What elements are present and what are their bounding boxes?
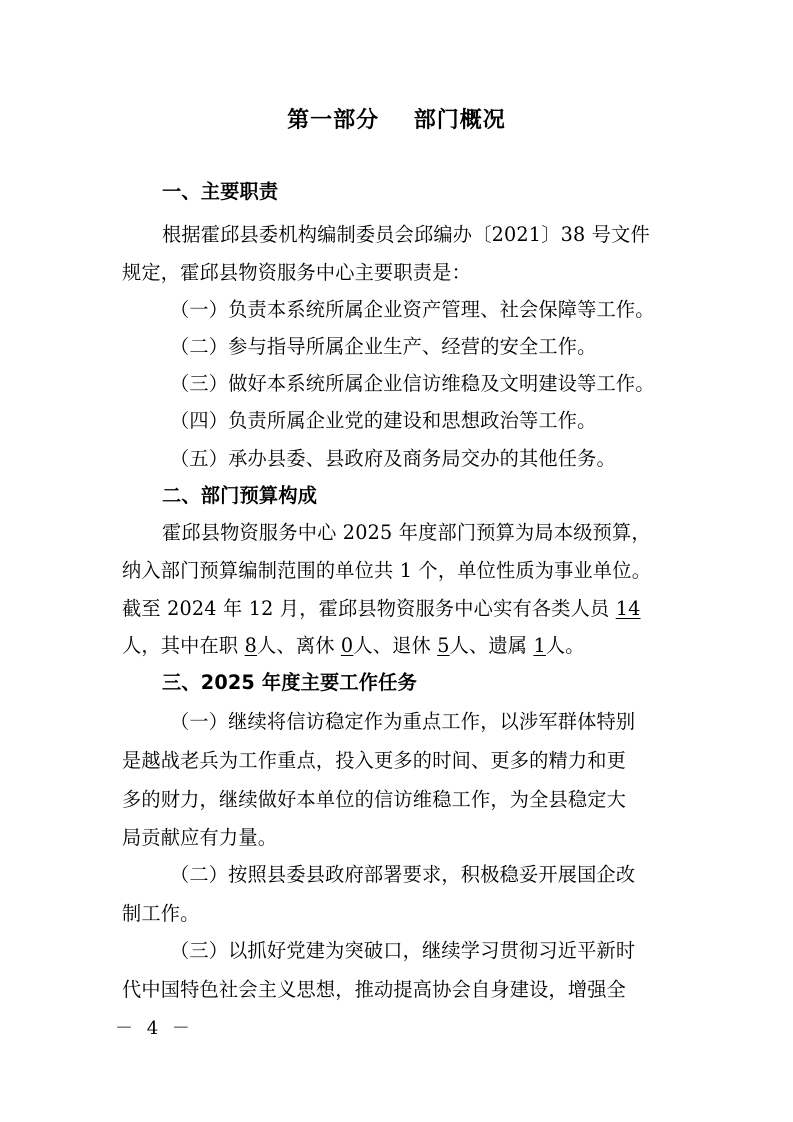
staff-retired: 5 (437, 634, 450, 657)
paragraph-line: 截至 2024 年 12 月，霍邱县物资服务中心实有各类人员 14 (122, 597, 641, 620)
paragraph-line: （一）继续将信访稳定作为重点工作，以涉军群体特别 (170, 710, 636, 733)
staff-survivors: 1 (533, 634, 546, 657)
paragraph-line: 霍邱县物资服务中心 2025 年度部门预算为局本级预算， (162, 521, 651, 544)
paragraph-line: （三）以抓好党建为突破口，继续学习贯彻习近平新时 (170, 939, 636, 962)
paragraph-line: 根据霍邱县委机构编制委员会邱编办〔2021〕38 号文件 (162, 223, 650, 246)
paragraph-line: 制工作。 (122, 902, 200, 925)
staff-in-service: 8 (244, 634, 258, 657)
paragraph-line-staff: 人，其中在职 8人、离休 0人、退休 5人、遗属 1人。 (122, 634, 585, 657)
paragraph-line: （二）按照县委县政府部署要求，积极稳妥开展国企改 (170, 863, 636, 886)
paragraph-line: 多的财力，继续做好本单位的信访维稳工作，为全县稳定大 (122, 788, 627, 811)
paragraph-line: 规定，霍邱县物资服务中心主要职责是： (122, 261, 471, 284)
paragraph-line: 代中国特色社会主义思想，推动提高协会自身建设，增强全 (122, 978, 627, 1001)
paragraph-line: 纳入部门预算编制范围的单位共 1 个，单位性质为事业单位。 (122, 559, 652, 582)
page-title: 第一部分 部门概况 (287, 108, 506, 133)
list-item-duty-3: （三）做好本系统所属企业信访维稳及文明建设等工作。 (170, 372, 655, 395)
list-item-duty-4: （四）负责所属企业党的建设和思想政治等工作。 (170, 409, 597, 432)
section-heading-tasks: 三、2025 年度主要工作任务 (162, 671, 417, 694)
paragraph-line: 是越战老兵为工作重点，投入更多的时间、更多的精力和更 (122, 749, 627, 772)
section-heading-budget: 二、部门预算构成 (162, 484, 318, 507)
list-item-duty-1: （一）负责本系统所属企业资产管理、社会保障等工作。 (170, 298, 655, 321)
list-item-duty-5: （五）承办县委、县政府及商务局交办的其他任务。 (170, 447, 616, 470)
staff-total: 14 (615, 597, 641, 620)
page-number: － 4 － (115, 1018, 194, 1039)
section-heading-duties: 一、主要职责 (162, 180, 279, 203)
list-item-duty-2: （二）参与指导所属企业生产、经营的安全工作。 (170, 335, 597, 358)
staff-retired-cadre: 0 (340, 634, 354, 657)
paragraph-line: 局贡献应有力量。 (122, 826, 278, 849)
